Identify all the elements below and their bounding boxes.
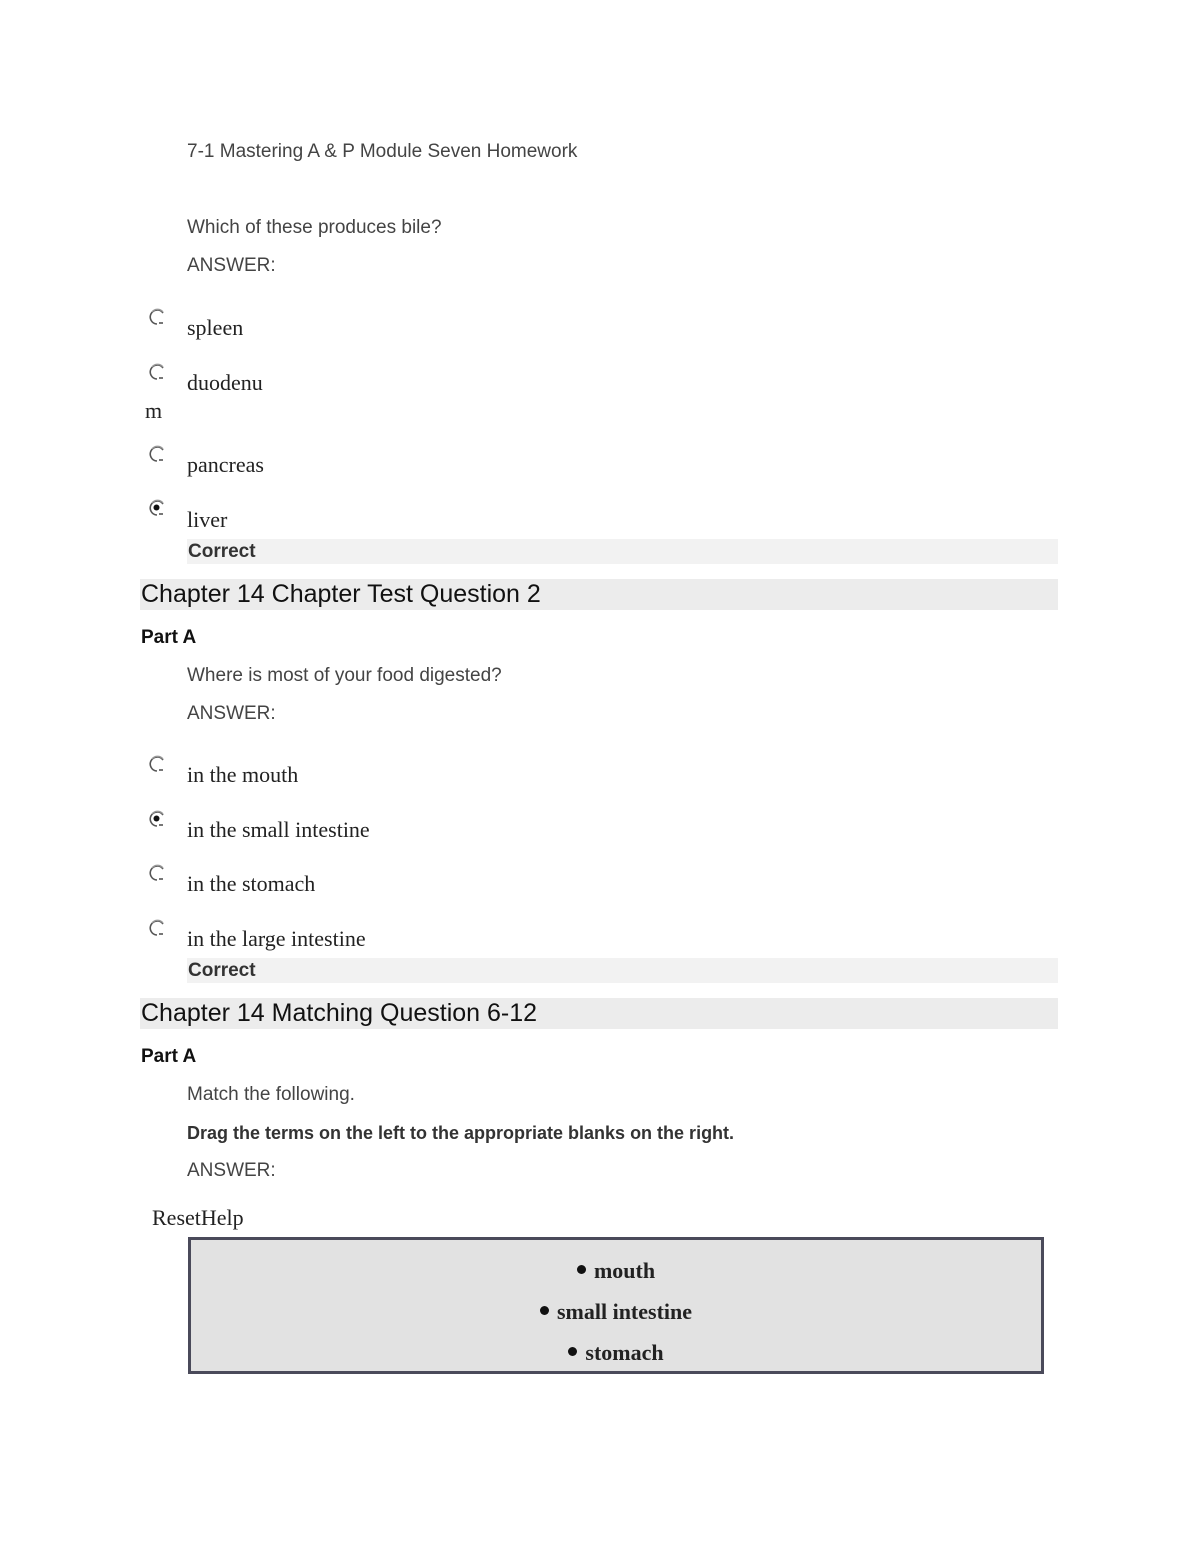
radio-button-stomach[interactable] — [148, 864, 166, 882]
document-title: 7-1 Mastering A & P Module Seven Homework — [187, 141, 578, 162]
question-3-text: Match the following. — [187, 1084, 355, 1105]
radio-button-duodenum[interactable] — [148, 363, 166, 381]
bullet-icon — [540, 1306, 549, 1315]
option-label-spleen: spleen — [187, 315, 244, 340]
term-label: small intestine — [556, 1299, 693, 1324]
question-3-heading: Chapter 14 Matching Question 6-12 — [140, 998, 1058, 1029]
bullet-icon — [568, 1347, 577, 1356]
question-1-answer-label: ANSWER: — [187, 255, 276, 276]
term-label: stomach — [585, 1340, 664, 1365]
radio-button-mouth[interactable] — [148, 755, 166, 773]
question-3-part-label: Part A — [141, 1046, 197, 1067]
option-label-duodenum: duodenu — [187, 370, 263, 395]
draggable-term-small-intestine[interactable] — [191, 1299, 1041, 1325]
radio-button-large-intestine[interactable] — [148, 919, 166, 937]
question-2-answer-label: ANSWER: — [187, 703, 276, 724]
bullet-icon — [577, 1265, 586, 1274]
question-2-text: Where is most of your food digested? — [187, 665, 502, 686]
option-label-duodenum-wrap: m — [145, 398, 163, 423]
question-3-instruction: Drag the terms on the left to the appropriate blanks on the right. — [187, 1123, 735, 1143]
term-label: mouth — [593, 1258, 656, 1283]
radio-button-liver-selected[interactable] — [148, 499, 166, 517]
question-1-text: Which of these produces bile? — [187, 217, 442, 238]
radio-button-pancreas[interactable] — [148, 445, 166, 463]
option-label-mouth: in the mouth — [187, 762, 299, 787]
radio-button-spleen[interactable] — [148, 308, 166, 326]
question-2-heading: Chapter 14 Chapter Test Question 2 — [140, 579, 1058, 610]
question-2-feedback: Correct — [187, 958, 1058, 983]
question-1-feedback: Correct — [187, 539, 1058, 564]
option-label-small-intestine: in the small intestine — [187, 817, 370, 842]
draggable-term-mouth[interactable] — [191, 1258, 1041, 1284]
option-label-pancreas: pancreas — [187, 452, 264, 477]
question-2-part-label: Part A — [141, 627, 197, 648]
option-label-stomach: in the stomach — [187, 871, 316, 896]
draggable-term-stomach[interactable] — [191, 1340, 1041, 1366]
reset-help-toolbar[interactable]: ResetHelp — [152, 1205, 244, 1230]
option-label-large-intestine: in the large intestine — [187, 926, 366, 951]
radio-button-small-intestine-selected[interactable] — [148, 810, 166, 828]
question-3-answer-label: ANSWER: — [187, 1160, 276, 1181]
draggable-terms-box — [188, 1237, 1044, 1374]
option-label-liver: liver — [187, 507, 228, 532]
